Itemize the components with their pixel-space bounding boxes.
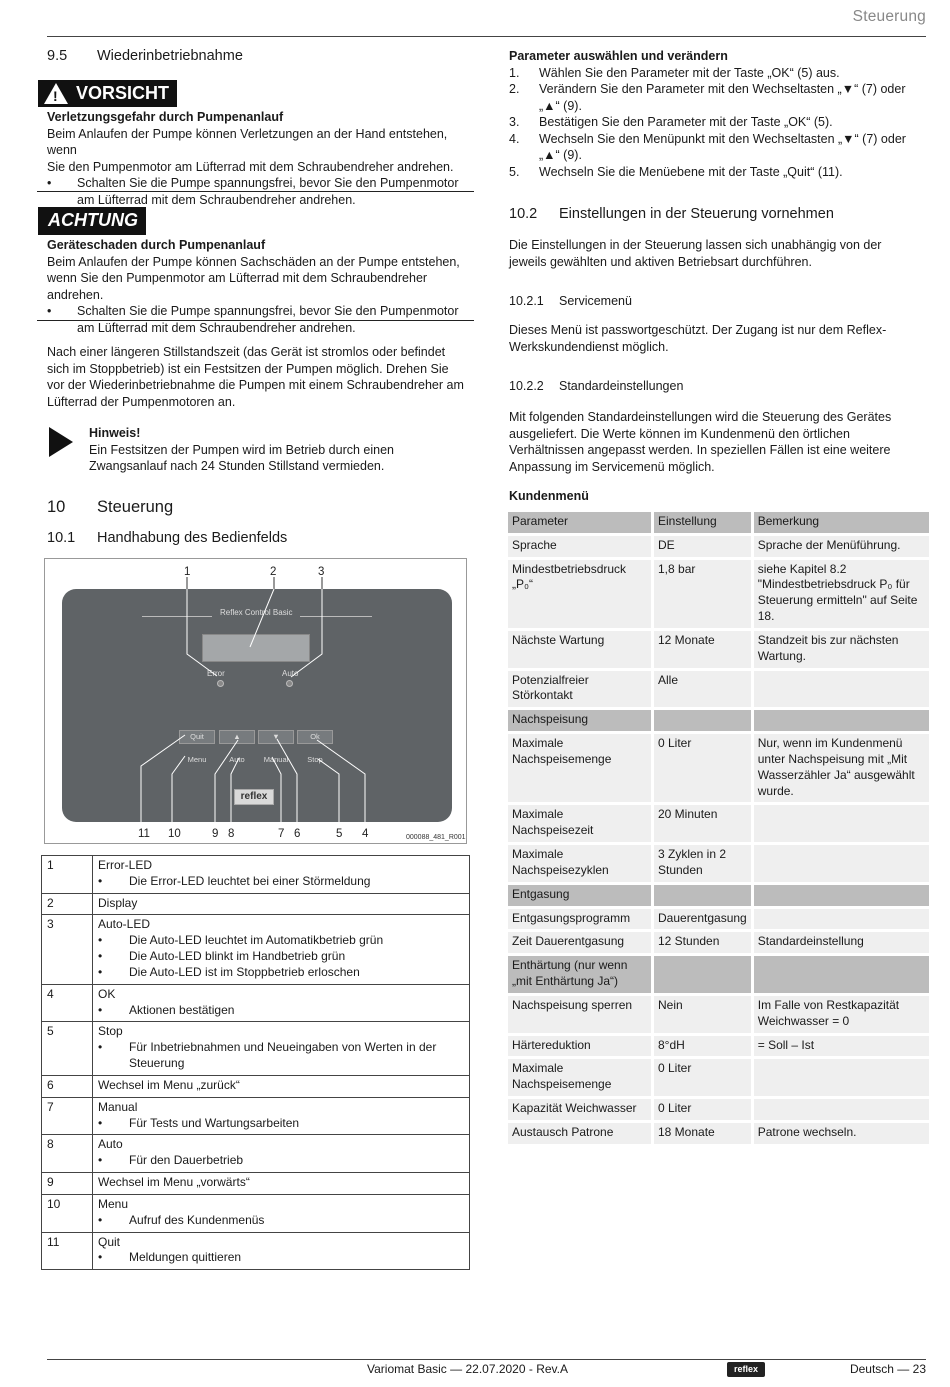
kundenmenu-header-row	[508, 512, 929, 533]
legend-row	[42, 1022, 470, 1075]
kundenmenu-row	[508, 996, 929, 1033]
callout-4: 4	[362, 828, 369, 840]
callout-2: 2	[270, 566, 277, 578]
callout-3: 3	[318, 566, 325, 578]
kundenmenu-cell: Kapazität Weichwasser	[508, 1099, 651, 1120]
param-step-number: 3.	[509, 115, 520, 129]
legend-label: OK	[98, 986, 116, 1001]
legend-row	[42, 856, 470, 894]
kundenmenu-row	[508, 1123, 929, 1144]
kundenmenu-cell	[754, 805, 929, 842]
kundenmenu-cell: Standardeinstellung	[754, 932, 929, 953]
callout-10: 10	[168, 828, 181, 840]
legend-row	[42, 984, 470, 1022]
section-number: 10	[47, 498, 66, 516]
param-step-text: Wählen Sie den Parameter mit der Taste „OK“ (5) aus.	[539, 65, 840, 80]
kundenmenu-cell	[754, 845, 929, 882]
legend-bullet: • Die Error-LED leuchtet bei einer Störmeldung	[98, 874, 464, 890]
vorsicht-label: VORSICHT	[76, 82, 170, 103]
legend-bullet: • Aktionen bestätigen	[98, 1003, 464, 1019]
kundenmenu-table	[505, 509, 932, 1147]
callout-9: 9	[212, 828, 219, 840]
kundenmenu-cell: 0 Liter	[654, 1099, 751, 1120]
kundenmenu-cell	[754, 1059, 929, 1096]
kundenmenu-cell: Austausch Patrone	[508, 1123, 651, 1144]
legend-label: Display	[98, 895, 138, 910]
callout-11: 11	[138, 828, 150, 840]
section-10-heading	[47, 497, 173, 519]
legend-number: 11	[42, 1232, 93, 1270]
achtung-content	[47, 237, 467, 336]
kundenmenu-cell	[754, 710, 929, 731]
param-step	[509, 114, 929, 131]
param-step	[509, 164, 929, 181]
legend-description	[93, 893, 470, 915]
legend-number: 3	[42, 915, 93, 984]
legend-number: 9	[42, 1173, 93, 1195]
param-step-number: 5.	[509, 164, 520, 179]
kundenmenu-row	[508, 631, 929, 668]
kundenmenu-section-row	[508, 885, 929, 906]
kundenmenu-cell: 12 Stunden	[654, 932, 751, 953]
legend-bullet: • Die Auto-LED leuchtet im Automatikbetrieb grün	[98, 933, 464, 949]
kundenmenu-header-cell: Parameter	[508, 512, 651, 533]
para-stillstand: Nach einer längeren Stillstandszeit (das Gerät ist stromlos oder befindet sich im Stoppbetrieb) ist ein Festsitzen der Pumpen möglich. Drehen Sie vor der Wiederinbetriebnahme die Pumpen mit einem Schraubendreher am Lüfterrad der Pumpenmotoren an.	[47, 345, 464, 409]
legend-number: 5	[42, 1022, 93, 1075]
kundenmenu-cell	[654, 885, 751, 906]
kundenmenu-cell: Sprache	[508, 536, 651, 557]
param-step-text: Wechseln Sie den Menüpunkt mit den Wechseltasten „▼“ (7) oder „▲“ (9).	[539, 131, 906, 162]
section-title: Einstellungen in der Steuerung vornehmen	[559, 206, 834, 222]
param-title: Parameter auswählen und verändern	[509, 49, 728, 63]
legend-number: 4	[42, 984, 93, 1022]
hinweis-block	[89, 425, 464, 475]
param-step-number: 2.	[509, 82, 520, 96]
menu-button[interactable]: Menu	[187, 755, 207, 764]
section-10-2-heading	[509, 205, 834, 224]
kundenmenu-row	[508, 671, 929, 708]
kundenmenu-cell: 0 Liter	[654, 734, 751, 802]
kundenmenu-header-cell: Bemerkung	[754, 512, 929, 533]
callout-6: 6	[294, 828, 301, 840]
kundenmenu-cell: 20 Minuten	[654, 805, 751, 842]
kundenmenu-cell: DE	[654, 536, 751, 557]
legend-label: Wechsel im Menu „zurück“	[98, 1077, 240, 1092]
legend-description	[93, 1232, 470, 1270]
section-number: 10.2.2	[509, 379, 544, 393]
manual-button[interactable]: Manual	[263, 755, 289, 764]
achtung-text: Beim Anlaufen der Pumpe können Sachschäden an der Pumpe entstehen, wenn Sie den Pumpenmotor am Lüfterrad mit dem Schraubendreher andrehen.	[47, 254, 460, 302]
legend-number: 6	[42, 1075, 93, 1097]
param-block	[509, 48, 929, 180]
kundenmenu-cell: Nachspeisung sperren	[508, 996, 651, 1033]
legend-number: 7	[42, 1097, 93, 1135]
reflex-logo: reflex	[234, 789, 274, 805]
hinweis-title: Hinweis!	[89, 426, 141, 440]
legend-description	[93, 1022, 470, 1075]
hinweis-text: Ein Festsitzen der Pumpen wird im Betrieb durch einen Zwangsanlauf nach 24 Stunden Stillstand vermieden.	[89, 442, 395, 473]
kundenmenu-row	[508, 932, 929, 953]
section-9-5-heading	[47, 47, 243, 66]
kundenmenu-cell: Nur, wenn im Kundenmenü unter Nachspeisung mit „Mit Wasserzähler Ja“ ausgewählt wurde.	[754, 734, 929, 802]
kundenmenu-cell	[654, 710, 751, 731]
legend-label: Auto-LED	[98, 917, 151, 932]
kundenmenu-cell: Maximale Nachspeisemenge	[508, 1059, 651, 1096]
callout-1: 1	[184, 566, 191, 578]
footer-doc-info: Variomat Basic — 22.07.2020 - Rev.A	[367, 1362, 568, 1376]
kundenmenu-cell: Nachspeisung	[508, 710, 651, 731]
section-10-1-heading	[47, 529, 287, 548]
section-10-2-1-heading	[509, 293, 632, 310]
led-auto-label: Auto	[282, 669, 299, 678]
param-step	[509, 65, 929, 82]
header-title: Steuerung	[852, 8, 926, 25]
kundenmenu-cell: 0 Liter	[654, 1059, 751, 1096]
kundenmenu-row	[508, 1099, 929, 1120]
kundenmenu-cell	[754, 956, 929, 993]
footer-rule	[47, 1359, 926, 1360]
legend-bullet: • Aufruf des Kundenmenüs	[98, 1213, 464, 1229]
ok-button[interactable]: Ok	[297, 730, 333, 744]
kundenmenu-cell: Nächste Wartung	[508, 631, 651, 668]
para-10-2-2: Mit folgenden Standardeinstellungen wird die Steuerung des Gerätes ausgeliefert. Die Werte können im Kundenmenü den örtlichen Verhältnissen angepasst werden. In speziellen Fällen ist eine weitere Anpassung im Servicemenü möglich.	[509, 410, 892, 474]
legend-label: Manual	[98, 1099, 138, 1114]
kundenmenu-cell: Dauerentgasung	[654, 909, 751, 930]
kundenmenu-cell: Standzeit bis zur nächsten Wartung.	[754, 631, 929, 668]
legend-row	[42, 1075, 470, 1097]
legend-description	[93, 1075, 470, 1097]
control-panel-figure	[44, 558, 467, 844]
kundenmenu-cell: Im Falle von Restkapazität Weichwasser = 0	[754, 996, 929, 1033]
section-title: Servicemenü	[559, 294, 632, 308]
section-title: Steuerung	[97, 498, 174, 516]
legend-description	[93, 1135, 470, 1173]
stop-button[interactable]: Stop	[307, 755, 323, 764]
panel-title: Reflex Control Basic	[212, 608, 300, 619]
kundenmenu-section-row	[508, 710, 929, 731]
param-step-number: 4.	[509, 131, 520, 146]
auto-button[interactable]: Auto	[229, 755, 245, 764]
achtung-title: Geräteschaden durch Pumpenanlauf	[47, 238, 266, 252]
param-step	[509, 81, 929, 114]
legend-description	[93, 1097, 470, 1135]
warning-triangle-icon: !	[44, 83, 68, 104]
legend-number: 8	[42, 1135, 93, 1173]
kundenmenu-row	[508, 845, 929, 882]
section-title: Standardeinstellungen	[559, 379, 684, 393]
para-10-2-1: Dieses Menü ist passwortgeschützt. Der Zugang ist nur dem Reflex-Werkskundendienst möglich.	[509, 323, 887, 354]
legend-description	[93, 915, 470, 984]
legend-number: 2	[42, 893, 93, 915]
down-button[interactable]: ▼	[258, 730, 294, 744]
section-10-2-2-heading	[509, 378, 683, 395]
legend-label: Auto	[98, 1137, 123, 1152]
callout-8: 8	[228, 828, 235, 840]
legend-description	[93, 1173, 470, 1195]
achtung-label: ACHTUNG	[48, 210, 138, 231]
kundenmenu-cell	[754, 885, 929, 906]
kundenmenu-cell: Entgasungsprogramm	[508, 909, 651, 930]
achtung-bullet: • Schalten Sie die Pumpe spannungsfrei, bevor Sie den Pumpenmotor am Lüfterrad mit dem Schraubendreher andrehen.	[47, 303, 467, 336]
legend-label: Quit	[98, 1234, 121, 1249]
kundenmenu-cell: Sprache der Menüführung.	[754, 536, 929, 557]
vorsicht-rule	[37, 191, 474, 192]
kundenmenu-cell: siehe Kapitel 8.2 "Mindestbetriebsdruck P₀ für Steuerung ermitteln" auf Seite 18.	[754, 560, 929, 628]
vorsicht-bullet: • Schalten Sie die Pumpe spannungsfrei, bevor Sie den Pumpenmotor am Lüfterrad mit dem Schraubendreher andrehen.	[47, 175, 467, 208]
legend-bullet: • Die Auto-LED ist im Stoppbetrieb erloschen	[98, 965, 464, 981]
legend-row	[42, 1232, 470, 1270]
achtung-rule	[37, 320, 474, 321]
param-step-number: 1.	[509, 65, 520, 80]
kundenmenu-cell	[654, 956, 751, 993]
section-number: 10.2.1	[509, 294, 544, 308]
kundenmenu-cell	[754, 671, 929, 708]
legend-bullet: • Für den Dauerbetrieb	[98, 1153, 464, 1169]
kundenmenu-section-row	[508, 956, 929, 993]
footer-reflex-logo: reflex	[727, 1362, 765, 1377]
section-number: 10.1	[47, 530, 76, 546]
kundenmenu-header-cell: Einstellung	[654, 512, 751, 533]
legend-label: Stop	[98, 1024, 123, 1039]
section-title: Wiederinbetriebnahme	[97, 48, 243, 64]
vorsicht-text-1: Beim Anlaufen der Pumpe können Verletzungen an der Hand entstehen, wenn	[47, 126, 448, 157]
kundenmenu-row	[508, 909, 929, 930]
kundenmenu-cell: Maximale Nachspeisezeit	[508, 805, 651, 842]
kundenmenu-cell: Maximale Nachspeisemenge	[508, 734, 651, 802]
legend-bullet: • Meldungen quittieren	[98, 1250, 464, 1266]
kundenmenu-cell: Zeit Dauerentgasung	[508, 932, 651, 953]
kundenmenu-row	[508, 1036, 929, 1057]
legend-number: 1	[42, 856, 93, 894]
kundenmenu-cell: 8°dH	[654, 1036, 751, 1057]
kundenmenu-title: Kundenmenü	[509, 489, 589, 503]
kundenmenu-cell: Patrone wechseln.	[754, 1123, 929, 1144]
legend-description	[93, 856, 470, 894]
header-rule	[47, 36, 926, 37]
kundenmenu-cell	[754, 1099, 929, 1120]
up-button[interactable]: ▲	[219, 730, 255, 744]
kundenmenu-cell: Alle	[654, 671, 751, 708]
vorsicht-title: Verletzungsgefahr durch Pumpenanlauf	[47, 110, 284, 124]
kundenmenu-cell: 18 Monate	[654, 1123, 751, 1144]
legend-row	[42, 1135, 470, 1173]
callout-5: 5	[336, 828, 343, 840]
param-steps	[509, 65, 929, 181]
legend-table	[41, 855, 470, 1270]
hinweis-arrow-icon	[49, 427, 73, 457]
vorsicht-badge	[38, 80, 177, 107]
legend-row	[42, 1097, 470, 1135]
param-step-text: Wechseln Sie die Menüebene mit der Taste „Quit“ (11).	[539, 164, 843, 179]
kundenmenu-cell: Entgasung	[508, 885, 651, 906]
led-error-label: Error	[207, 669, 225, 678]
kundenmenu-cell: Enthärtung (nur wenn „mit Enthärtung Ja“)	[508, 956, 651, 993]
legend-label: Wechsel im Menu „vorwärts“	[98, 1175, 250, 1190]
kundenmenu-cell: Potenzialfreier Störkontakt	[508, 671, 651, 708]
kundenmenu-cell: Nein	[654, 996, 751, 1033]
section-number: 9.5	[47, 48, 68, 64]
kundenmenu-row	[508, 805, 929, 842]
kundenmenu-row	[508, 734, 929, 802]
legend-label: Menu	[98, 1196, 129, 1211]
legend-row	[42, 1194, 470, 1232]
figure-code: 000088_481_R001	[406, 834, 466, 841]
vorsicht-text-2: Sie den Pumpenmotor am Lüfterrad mit dem Schraubendreher andrehen.	[47, 159, 454, 174]
legend-bullet: • Die Auto-LED blinkt im Handbetrieb grün	[98, 949, 464, 965]
callout-7: 7	[278, 828, 285, 840]
callout-lines	[45, 559, 468, 845]
param-step-text: Bestätigen Sie den Parameter mit der Taste „OK“ (5).	[539, 115, 833, 129]
legend-row	[42, 915, 470, 984]
kundenmenu-cell: = Soll – Ist	[754, 1036, 929, 1057]
vorsicht-content	[47, 109, 467, 208]
kundenmenu-row	[508, 536, 929, 557]
kundenmenu-row	[508, 1059, 929, 1096]
legend-bullet: • Für Inbetriebnahmen und Neueingaben von Werten in der Steuerung	[98, 1040, 464, 1072]
kundenmenu-cell	[754, 909, 929, 930]
section-title: Handhabung des Bedienfelds	[97, 530, 288, 546]
kundenmenu-cell: Härtereduktion	[508, 1036, 651, 1057]
kundenmenu-cell: 3 Zyklen in 2 Stunden	[654, 845, 751, 882]
para-10-2: Die Einstellungen in der Steuerung lassen sich unabhängig von der jeweils gewählten und aktiven Betriebsart durchführen.	[509, 238, 882, 269]
kundenmenu-cell: Mindestbetriebsdruck „P₀“	[508, 560, 651, 628]
legend-description	[93, 984, 470, 1022]
kundenmenu-row	[508, 560, 929, 628]
param-step-text: Verändern Sie den Parameter mit den Wechseltasten „▼“ (7) oder „▲“ (9).	[539, 82, 906, 113]
legend-number: 10	[42, 1194, 93, 1232]
section-number: 10.2	[509, 206, 538, 222]
quit-button[interactable]: Quit	[179, 730, 215, 744]
legend-description	[93, 1194, 470, 1232]
legend-bullet: • Für Tests und Wartungsarbeiten	[98, 1116, 464, 1132]
legend-label: Error-LED	[98, 858, 153, 872]
kundenmenu-cell: 1,8 bar	[654, 560, 751, 628]
param-step	[509, 131, 929, 164]
kundenmenu-cell: Maximale Nachspeisezyklen	[508, 845, 651, 882]
kundenmenu-cell: 12 Monate	[654, 631, 751, 668]
achtung-badge	[38, 207, 146, 235]
legend-row	[42, 893, 470, 915]
legend-row	[42, 1173, 470, 1195]
footer-page-number: Deutsch — 23	[849, 1362, 926, 1376]
